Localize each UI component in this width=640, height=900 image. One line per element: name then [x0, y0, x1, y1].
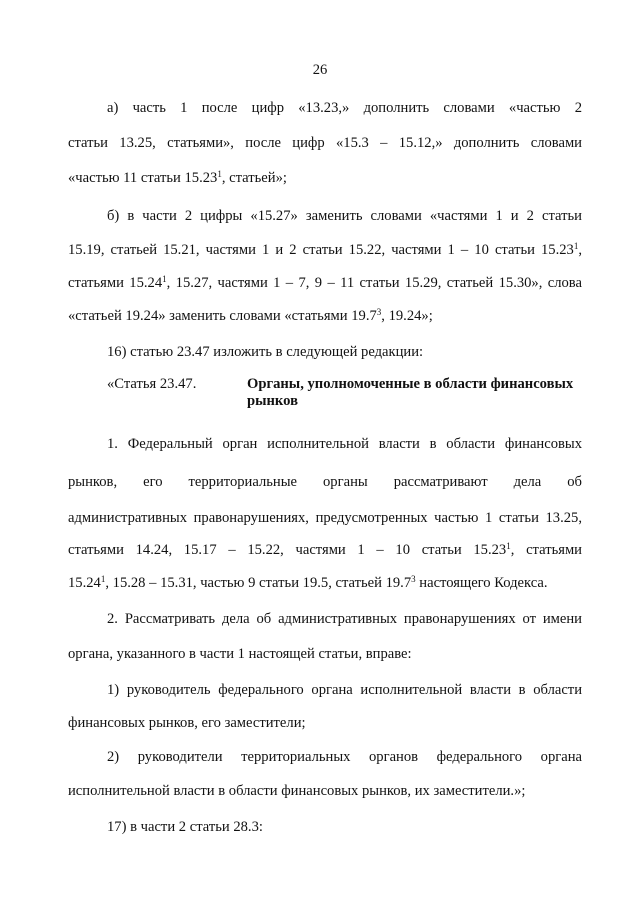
text-line: статьями 15.24$^1$, 15.27, частями 1 – 7, 9 – 11 статьи 15.29, статьей 15.30», слова	[68, 274, 582, 291]
text-line: исполнительной власти в области финансовых рынков, их заместители.»;	[68, 783, 526, 799]
text-line: статьями 14.24, 15.17 – 15.22, частями 1 – 10 статьи 15.23$^1$, статьями	[68, 541, 582, 558]
text-line: административных правонарушениях, предусмотренных частью 1 статьи 13.25,	[68, 510, 582, 526]
text-line: б) в части 2 цифры «15.27» заменить словами «частями 1 и 2 статьи	[107, 208, 582, 224]
text-line: а) часть 1 после цифр «13.23,» дополнить словами «частью 2	[107, 100, 582, 116]
text-line: 17) в части 2 статьи 28.3:	[107, 819, 263, 835]
article-label: «Статья 23.47.	[107, 376, 197, 392]
text-line: 15.24$^1$, 15.28 – 15.31, частью 9 статьи 19.5, статьей 19.7$^3$ настоящего Кодекса.	[68, 574, 548, 591]
text-line: органа, указанного в части 1 настоящей статьи, вправе:	[68, 646, 412, 662]
text-line: 15.19, статьей 15.21, частями 1 и 2 статьи 15.22, частями 1 – 10 статьи 15.23$^1$,	[68, 241, 582, 258]
text-line: «частью 11 статьи 15.23$^1$, статьей»;	[68, 169, 287, 186]
text-line: статьи 13.25, статьями», после цифр «15.3 – 15.12,» дополнить словами	[68, 135, 582, 151]
page-number: 26	[312, 62, 328, 78]
text-line: финансовых рынков, его заместители;	[68, 715, 306, 731]
text-line: 2) руководители территориальных органов федерального органа	[107, 749, 582, 765]
text-line: 1. Федеральный орган исполнительной власти в области финансовых	[107, 436, 582, 452]
text-line: 1) руководитель федерального органа исполнительной власти в области	[107, 682, 582, 698]
text-line: рынков, его территориальные органы рассматривают дела об	[68, 474, 582, 490]
text-line: «статьей 19.24» заменить словами «статьями 19.7$^3$, 19.24»;	[68, 307, 433, 324]
text-line: 16) статью 23.47 изложить в следующей редакции:	[107, 344, 424, 360]
text-line: 2. Рассматривать дела об административных правонарушениях от имени	[107, 611, 582, 627]
article-title: Органы, уполномоченные в области финансовых рынков	[247, 376, 574, 409]
